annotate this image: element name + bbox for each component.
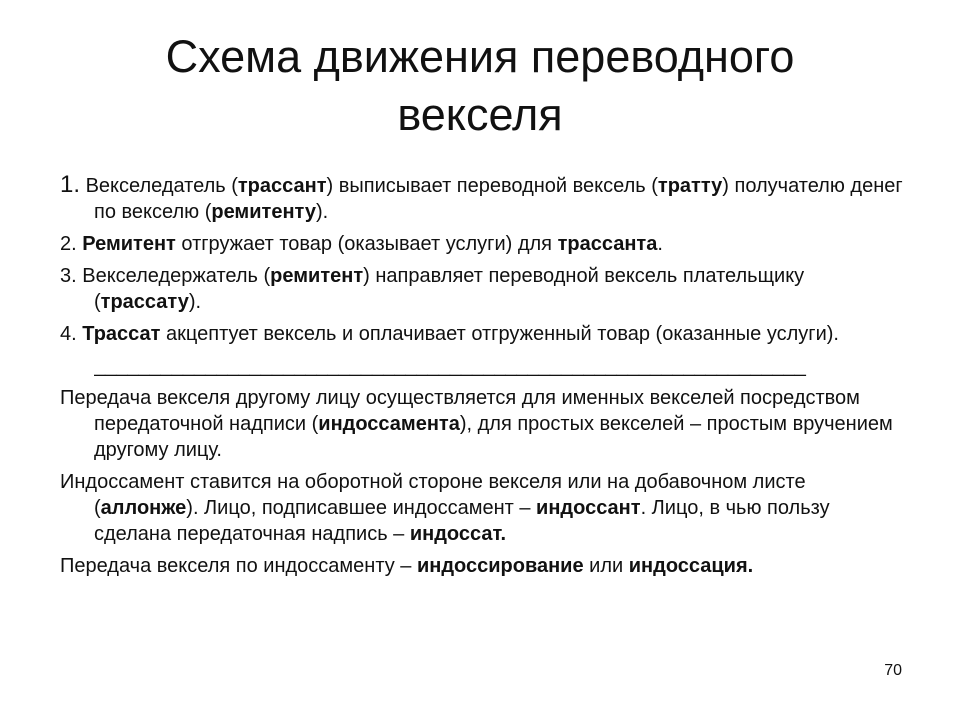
text-run: 1. (60, 171, 81, 198)
note-paragraph-2 (60, 469, 910, 547)
text-run: ) получателю денег по векселю ( (94, 175, 903, 223)
bold-term: тратту (657, 175, 723, 197)
text-run: 4. (60, 323, 83, 345)
notes-list (60, 385, 910, 579)
step-paragraph-3 (60, 263, 910, 315)
bold-term: индоссат. (409, 523, 507, 545)
text-run: ) выписывает переводной вексель ( (326, 175, 658, 197)
step-paragraph-4 (60, 321, 910, 347)
text-run: ), для простых векселей – простым вручением другому лицу. (94, 413, 893, 461)
text-run: Передача векселя по индоссаменту – (60, 555, 417, 577)
text-run: . (657, 233, 663, 255)
step-paragraph-2 (60, 231, 910, 257)
text-run: ). (315, 201, 329, 223)
steps-list (60, 172, 910, 347)
separator-line: ________________________________________________________________ (94, 355, 806, 377)
text-run: ). Лицо, подписавшее индоссамент – (186, 497, 537, 519)
text-run: ). (188, 291, 202, 313)
bold-term: аллонже (100, 497, 187, 519)
bold-term: индоссация. (628, 555, 754, 577)
text-run: Векселедатель ( (80, 175, 238, 197)
note-paragraph-3 (60, 553, 910, 579)
step-paragraph-1 (60, 172, 910, 225)
bold-term: индоссирование (416, 555, 584, 577)
note-paragraph-1 (60, 385, 910, 463)
bold-term: трассату (100, 291, 189, 313)
text-run: . Лицо, в чью пользу сделана передаточная надпись – (94, 497, 830, 545)
bold-term: индоссант (536, 497, 641, 519)
bold-term: индоссамента (318, 413, 460, 435)
text-run: 2. (60, 233, 83, 255)
text-run: 3. Векселедержатель ( (60, 265, 271, 287)
text-run: отгружает товар (оказывает услуги) для (175, 233, 558, 255)
slide-title (60, 28, 900, 144)
title-line-1: Схема движения переводного (165, 31, 795, 82)
bold-term: трассанта (557, 233, 658, 255)
text-run: Передача векселя другому лицу осуществляется для именных векселей посредством передаточной надписи ( (60, 387, 860, 435)
text-run: ) направляет переводной вексель плательщику ( (94, 265, 805, 313)
text-run: акцептует вексель и оплачивает отгруженный товар (оказанные услуги). (160, 323, 839, 345)
slide-body (60, 172, 910, 585)
text-run: или (583, 555, 629, 577)
bold-term: трассант (237, 175, 327, 197)
bold-term: Ремитент (82, 233, 176, 255)
bold-term: Трассат (82, 323, 161, 345)
title-line-2: векселя (397, 89, 563, 140)
bold-term: ремитенту (211, 201, 316, 223)
bold-term: ремитент (270, 265, 364, 287)
page-number: 70 (884, 662, 902, 679)
text-run: Индоссамент ставится на оборотной стороне векселя или на добавочном листе ( (60, 471, 806, 519)
